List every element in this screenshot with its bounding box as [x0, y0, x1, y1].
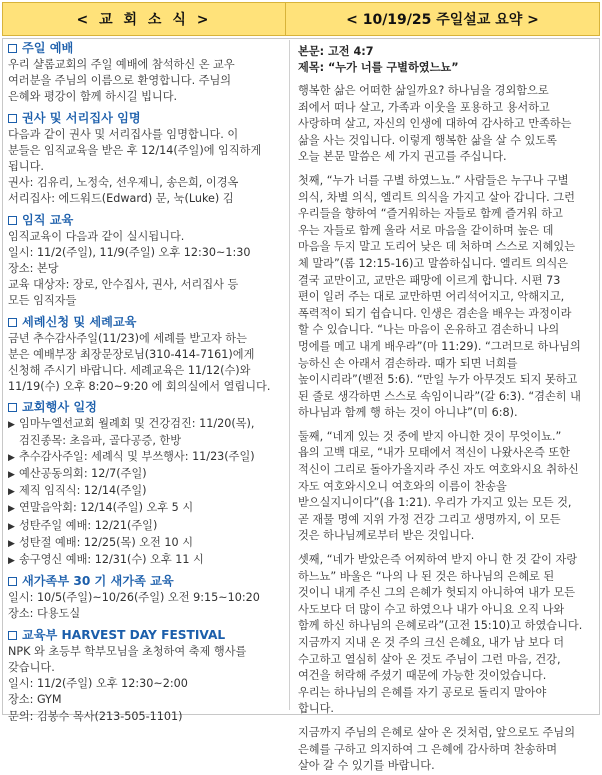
section-body: 임직교육이 다음과 같이 실시됩니다. 일시: 11/2(주일), 11/9(주일) 오후 12:30~1:30 장소: 본당 교육 대상자: 장로, 안수집사, 권사, 서리집사 등 모든 임직자들: [8, 229, 251, 308]
sermon-subject: 제목: “누가 너를 구별하였느뇨”: [298, 61, 459, 74]
section-baptism: [8, 314, 284, 396]
section-body: 일시: 10/5(주일)~10/26(주일) 오전 9:15~10:20 장소: 다용도실: [8, 591, 260, 621]
square-bullet-icon: [8, 403, 17, 412]
triangle-bullet-icon: ▶: [8, 521, 15, 532]
section-harvest-festival: [8, 627, 284, 725]
sermon-summary-column: [298, 44, 594, 775]
triangle-bullet-icon: ▶: [8, 420, 15, 431]
section-title: 권사 및 서리집사 임명: [22, 110, 141, 125]
section-events: [8, 399, 284, 569]
list-item: ▶ 제직 임직식: 12/14(주일): [8, 483, 284, 500]
section-title: 세례신청 및 세례교육: [22, 314, 137, 329]
sermon-paragraph: 셋째, “네가 받았은즉 어찌하여 받지 아니 한 것 같이 자랑 하느뇨” 바울은 “나의 나 된 것은 하나님의 은혜로 된 것이니 내게 주신 그의 은혜가 헛되지 아니하여 내가 모든 사도보다 더 많이 수고 하였으나 내가 아니요 오직 나와 함께 하신 하나님의 은혜로라”(고전 15:10)고 하였습니다. 지금까지 지내 온 것 주의 크신 은혜요, 내가 남 보다 더 수고하고 열심히 살아 온 것도 주님이 그런 마음, 건강, 여건을 허락해 주셨기 때문에 가능한 것이었습니다. 우리는 하나님의 은혜를 자기 공로로 돌리지 말아야 합니다.: [298, 553, 583, 716]
list-item: ▶ 임마누엘선교회 월례회 및 건강검진: 11/20(목), 검진종목: 초음파, 골다공증, 한방: [8, 416, 284, 448]
square-bullet-icon: [8, 631, 17, 640]
list-item: ▶ 송구영신 예배: 12/31(수) 오후 11 시: [8, 552, 284, 569]
triangle-bullet-icon: ▶: [8, 556, 15, 567]
square-bullet-icon: [8, 577, 17, 586]
section-appointments: [8, 110, 284, 208]
sermon-scripture: 본문: 고전 4:7: [298, 45, 374, 58]
section-title: 새가족부 30 기 새가족 교육: [22, 574, 174, 589]
section-body: NPK 와 초등부 학부모님을 초청하여 축제 행사를 갖습니다. 일시: 11/2(주일) 오후 12:30~2:00 장소: GYM 문의: 김봉수 목사(213-505-1101): [8, 644, 247, 723]
sermon-paragraph: 지금까지 주님의 은혜로 살아 온 것처럼, 앞으로도 주님의 은혜를 구하고 의지하여 그 은혜에 감사하며 찬송하며 살아 갈 수 있기를 바랍니다.: [298, 725, 576, 773]
square-bullet-icon: [8, 44, 17, 53]
section-new-family: [8, 573, 284, 622]
column-divider: [289, 40, 290, 710]
triangle-bullet-icon: ▶: [8, 487, 15, 498]
sermon-paragraph: 행복한 삶은 어떠한 삶일까요? 하나님을 경외함으로 죄에서 떠나 살고, 가족과 이웃을 포용하고 용서하고 사랑하며 살고, 자신의 인생에 대하여 감사하고 만족하는 삶을 사는 것입니다. 이렇게 행복한 삶을 살 수 있도록 오늘 본문 말씀은 세 가지 권고를 주십니다.: [298, 84, 572, 164]
section-body: 우리 샬롬교회의 주일 예배에 참석하신 온 교우 여러분을 주님의 이름으로 환영합니다. 주님의 은혜와 평강이 함께 하시길 빕니다.: [8, 58, 235, 104]
section-title: 교육부 HARVEST DAY FESTIVAL: [22, 627, 226, 642]
square-bullet-icon: [8, 318, 17, 327]
section-title: 교회행사 일정: [22, 400, 97, 415]
square-bullet-icon: [8, 114, 17, 123]
section-body: 다음과 같이 권사 및 서리집사를 임명합니다. 이 분들은 임직교육을 받은 후 12/14(주일)에 임직하게 됩니다. 권사: 김유리, 노정숙, 선우제니, 송은희, 이경옥 서리집사: 에드워드(Edward) 문, 눅(Luke) 김: [8, 127, 262, 206]
list-item: ▶ 추수감사주일: 세례식 및 부쓰행사: 11/23(주일): [8, 449, 284, 466]
section-ordination-training: [8, 212, 284, 310]
header-bar: [2, 2, 600, 36]
sermon-paragraph: 둘째, “네게 있는 것 중에 받지 아니한 것이 무엇이뇨.” 욥의 고백 대로, “내가 모태에서 적신이 나왔사온즉 또한 적신이 그리로 돌아가올지라 주신 자도 여호와시요 취하신 자도 여호와시오니 여호와의 이름이 찬송을 받으실지니이다”(욥 1:21). 우리가 가지고 있는 모든 것, 곧 재물 명예 지위 가정 건강 그리고 생명까지, 이 모든 것은 하나님께로부터 받은 것입니다.: [298, 429, 579, 543]
section-body: 금년 추수감사주일(11/23)에 세례를 받고자 하는 분은 예배부장 최장문장로님(310-414-7161)에게 신청해 주시기 바랍니다. 세례교육은 11/12(수)와 11/19(수) 오후 8:20~9:20 에 회의실에서 열립니다.: [8, 331, 271, 394]
section-sunday-worship: [8, 40, 284, 106]
triangle-bullet-icon: ▶: [8, 470, 15, 481]
section-title: 주일 예배: [22, 41, 74, 55]
list-item: ▶ 성탄절 예배: 12/25(목) 오전 10 시: [8, 535, 284, 552]
list-item: ▶ 연말음악회: 12/14(주일) 오후 5 시: [8, 500, 284, 517]
section-title: 임직 교육: [22, 212, 74, 227]
list-item: ▶ 예산공동의회: 12/7(주일): [8, 466, 284, 483]
church-news-column: [8, 40, 284, 729]
triangle-bullet-icon: ▶: [8, 538, 15, 549]
triangle-bullet-icon: ▶: [8, 504, 15, 515]
sermon-paragraph: 첫째, “누가 너를 구별 하였느뇨.” 사람들은 누구나 구별 의식, 차별 의식, 엘리트 의식을 가지고 살아 갑니다. 그런 우리들을 향하여 “즐거워하는 자들로 함께 즐거워 하고 우는 자들로 함께 울라 서로 마음을 같이하며 높은 데 마음을 두지 말고 도리어 낮은 데 처하며 스스로 지혜있는 체 말라”(롬 12:15-16)고 말씀하십니다. 엘리트 의식은 결국 교만이고, 교만은 패망에 이르게 합니다. 시편 73 편이 일러 주는 대로 교만하면 어리석어지고, 악해지고, 폭력적이 되기 쉽습니다. 인생은 겸손을 배우는 과정이라 할 수 있습니다. “나는 마음이 온유하고 겸손하니 나의 멍에를 메고 내게 배우라”(마 11:29). “그러므로 하나님의 능하신 손 아래서 겸손하라. 때가 되면 너희를 높이시리라”(벧전 5:6). “만일 누가 아무것도 되지 못하고 된 줄로 생각하면 스스로 속임이니라”(갈 6:3). “겸손히 내 하나님과 함께 행 하는 것이 아니냐”(미 6:8).: [298, 173, 581, 420]
square-bullet-icon: [8, 216, 17, 225]
triangle-bullet-icon: ▶: [8, 452, 15, 463]
church-news-header: < 교 회 소 식 >: [2, 2, 286, 36]
sermon-summary-header: < 10/19/25 주일설교 요약 >: [286, 2, 600, 36]
list-item: ▶ 성탄주일 예배: 12/21(주일): [8, 518, 284, 535]
